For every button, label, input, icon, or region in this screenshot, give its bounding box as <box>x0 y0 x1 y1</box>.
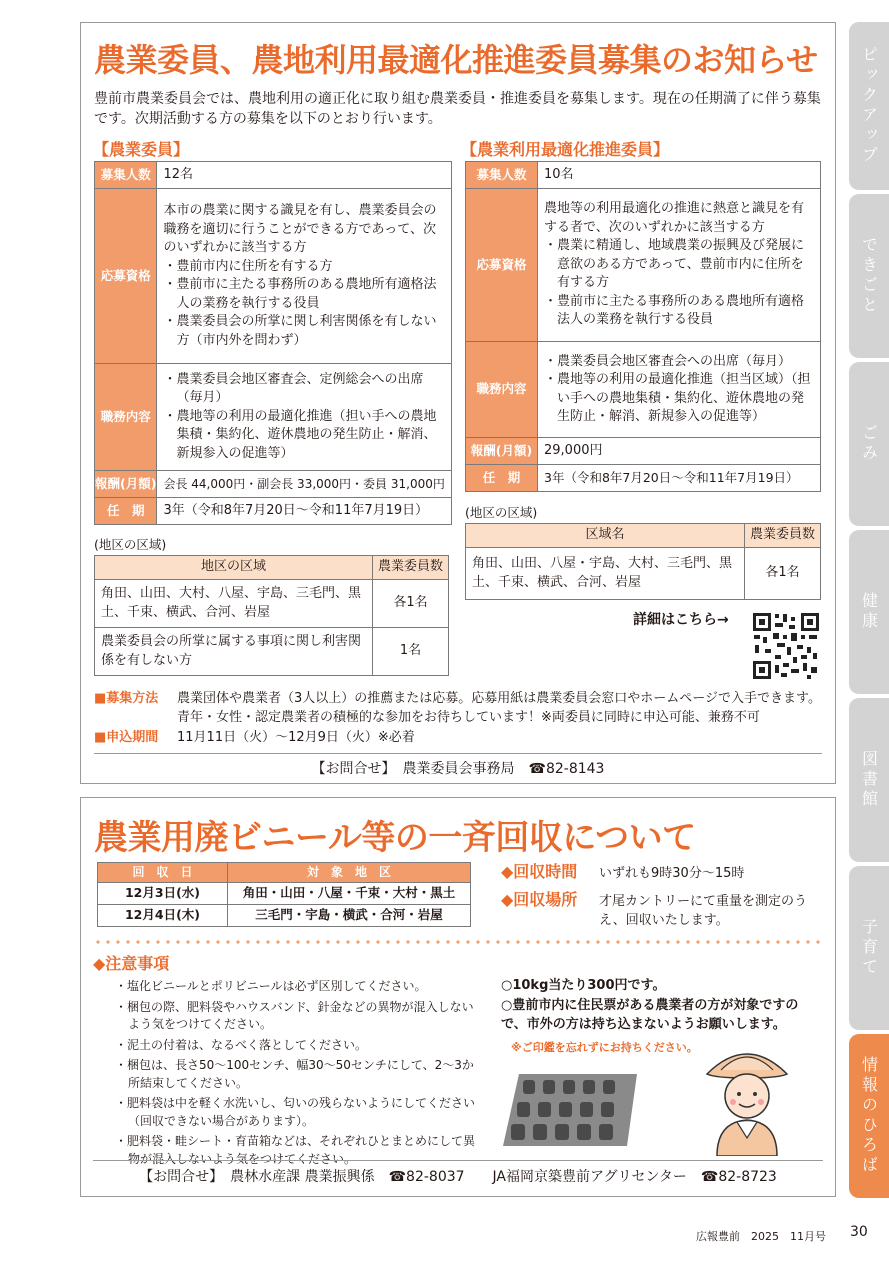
list-item: ・農地等の利用の最適化推進（担い手への農地集積・集約化、遊休農地の発生防止・解消、新規参入の促進等） <box>163 408 437 461</box>
qualification-list <box>163 258 444 351</box>
left-area-table <box>94 555 449 676</box>
list-item: ・梱包の際、肥料袋やハウスバンド、針金などの異物が混入しないよう気をつけてください。 <box>115 999 474 1031</box>
place-text: 才尾カントリーにて重量を測定のうえ、回収いたします。 <box>599 894 808 928</box>
qualification-text: 農地等の利用最適化の推進に熱意と識見を有する者で、次のいずれかに該当する方 <box>544 201 805 235</box>
date-cell: 12月4日(木) <box>98 905 228 927</box>
label-term: 任 期 <box>466 465 538 492</box>
qualification-cell <box>157 189 451 364</box>
label-pay: 報酬(月額) <box>466 438 538 465</box>
list-item: ・農業委員会地区審査会、定例総会への出席（毎月） <box>163 371 424 406</box>
list-item: ・豊前市内に住所を有する方 <box>163 258 333 274</box>
table-row <box>95 628 449 676</box>
area-cell: 角田、山田、大村、八屋、宇島、三毛門、黒土、千束、横武、合河、岩屋 <box>95 580 373 628</box>
left-area-caption: (地区の区域) <box>94 537 167 552</box>
period-text: 11月11日（火）～12月9日（火）※必着 <box>177 730 415 745</box>
tab-info[interactable]: 情報のひろば <box>849 1034 889 1198</box>
tab-health[interactable]: 健康 <box>849 530 889 694</box>
duties-cell <box>157 364 451 471</box>
seal-note: ※ご印鑑を忘れずにお持ちください。 <box>511 1041 698 1054</box>
time-label: ◆回収時間 <box>501 862 578 881</box>
right-area-caption: (地区の区域) <box>465 505 538 520</box>
list-item: ・豊前市に主たる事務所のある農地所有適格法人の業務を執行する役員 <box>163 277 437 311</box>
value-count: 12名 <box>157 162 451 189</box>
label-qualification: 応募資格 <box>466 189 538 342</box>
value-pay: 会長 44,000円・副会長 33,000円・委員 31,000円 <box>157 471 451 498</box>
label-term: 任 期 <box>95 498 157 525</box>
tab-garbage[interactable]: ごみ <box>849 362 889 526</box>
publication-name: 広報豊前 2025 11月号 <box>696 1230 826 1243</box>
table-row <box>98 883 471 905</box>
count-cell: 各1名 <box>373 580 449 628</box>
table-row <box>466 548 821 600</box>
tab-childcare[interactable]: 子育て <box>849 866 889 1030</box>
column-header: 地区の区域 <box>95 556 373 580</box>
value-term: 3年（令和8年7月20日～令和11年7月19日） <box>538 465 821 492</box>
area-cell: 農業委員会の所掌に属する事項に関し利害関係を有しない方 <box>95 628 373 676</box>
method-text: 農業団体や農業者（3人以上）の推薦または応募。応募用紙は農業委員会窓口やホームページで入手できます。青年・女性・認定農業者の積極的な参加をお待ちしています！※両委員に同時に申込可能、兼務不可 <box>177 691 821 725</box>
notes-list <box>115 978 475 1168</box>
intro-text: 豊前市農業委員会では、農地利用の適正化に取り組む農業委員・推進委員を募集します。現在の任期満了に伴う募集です。次期活動する方の募集を以下のとおり行います。 <box>94 91 821 127</box>
area-cell: 角田、山田、八屋・宇島、大村、三毛門、黒土、千束、横武、合河、岩屋 <box>466 548 745 600</box>
date-cell: 12月3日(水) <box>98 883 228 905</box>
column-header: 区域名 <box>466 524 745 548</box>
page-number: 30 <box>850 1224 868 1240</box>
place-label: ◆回収場所 <box>501 890 578 909</box>
time-text: いずれも9時30分～15時 <box>599 866 745 881</box>
tab-pickup[interactable]: ピックアップ <box>849 22 889 190</box>
fee-text: ○10kg当たり300円です。 <box>501 978 666 993</box>
method-label: ■募集方法 <box>94 691 159 706</box>
list-item: ・農業委員会地区審査会への出席（毎月） <box>544 353 792 369</box>
contact-line: 【お問合せ】 農業委員会事務局 ☎82-8143 <box>311 761 605 777</box>
label-count: 募集人数 <box>95 162 157 189</box>
right-table <box>465 161 821 492</box>
contact-line: 【お問合せ】 農林水産課 農業振興係 ☎82-8037 JA福岡京築豊前アグリセンター ☎82-8723 <box>139 1169 777 1185</box>
article-recruitment <box>80 22 836 784</box>
table-row <box>98 905 471 927</box>
collection-table <box>97 862 471 927</box>
value-term: 3年（令和8年7月20日～令和11年7月19日） <box>157 498 451 525</box>
right-heading: 【農業利用最適化推進委員】 <box>461 140 670 159</box>
label-duties: 職務内容 <box>95 364 157 471</box>
article-title: 農業委員、農地利用最適化推進委員募集のお知らせ <box>94 41 818 79</box>
column-header: 農業委員数 <box>373 556 449 580</box>
farmer-illustration <box>701 1038 793 1156</box>
notes-title: ◆注意事項 <box>93 954 170 973</box>
areas-cell: 三毛門・宇島・横武・合河・岩屋 <box>228 905 471 927</box>
value-count: 10名 <box>538 162 821 189</box>
label-count: 募集人数 <box>466 162 538 189</box>
label-pay: 報酬(月額) <box>95 471 157 498</box>
areas-cell: 角田・山田・八屋・千束・大村・黒土 <box>228 883 471 905</box>
article-vinyl-collection <box>80 797 836 1197</box>
tab-library[interactable]: 図書館 <box>849 698 889 862</box>
column-header: 対 象 地 区 <box>228 863 471 883</box>
divider <box>93 1160 823 1161</box>
list-item: ・農業委員会の所掌に関し利害関係を有しない方（市内外を問わず） <box>163 314 437 348</box>
period-label: ■申込期間 <box>94 730 159 745</box>
right-area-table <box>465 523 821 600</box>
column-header: 農業委員数 <box>745 524 821 548</box>
list-item: ・泥土の付着は、なるべく落としてください。 <box>115 1037 368 1052</box>
count-cell: 各1名 <box>745 548 821 600</box>
divider <box>94 753 822 754</box>
label-duties: 職務内容 <box>466 342 538 438</box>
list-item: ・農地等の利用の最適化推進（担当区域）（担い手への農地集積・集約化、遊休農地の発生防止・解消、新規参入の促進等） <box>544 372 811 424</box>
qualification-cell <box>538 189 821 342</box>
list-item: ・梱包は、長さ50～100センチ、幅30～50センチにして、2～3か所結束してください。 <box>115 1058 474 1090</box>
left-heading: 【農業委員】 <box>93 140 190 159</box>
qualification-text: 本市の農業に関する識見を有し、農業委員会の職務を適切に行うことができる方であって、次のいずれかに該当する方 <box>163 203 437 255</box>
value-pay: 29,000円 <box>538 438 821 465</box>
list-item: ・豊前市に主たる事務所のある農地所有適格法人の業務を執行する役員 <box>544 293 805 328</box>
eligibility-text: ○豊前市内に住民票がある農業者の方が対象ですので、市外の方は持ち込まないようお願いします。 <box>501 998 799 1032</box>
tab-events[interactable]: できごと <box>849 194 889 358</box>
dotted-divider <box>93 940 823 944</box>
table-row <box>95 580 449 628</box>
column-header: 回 収 日 <box>98 863 228 883</box>
list-item: ・塩化ビニールとポリビニールは必ず区別してください。 <box>115 979 427 993</box>
qr-label: 詳細はこちら→ <box>633 612 729 628</box>
left-table <box>94 161 452 525</box>
article-title: 農業用廃ビニール等の一斉回収について <box>94 818 696 858</box>
list-item: ・肥料袋・畦シート・育苗箱などは、それぞれひとまとめにして異物が混入しないよう気をつけてください。 <box>115 1134 476 1166</box>
list-item: ・肥料袋は中を軽く水洗いし、匂いの残らないようにしてください（回収できない場合があります）。 <box>115 1096 476 1128</box>
qr-code-icon[interactable] <box>751 611 821 681</box>
vinyl-bundles-illustration <box>501 1066 641 1150</box>
label-qualification: 応募資格 <box>95 189 157 364</box>
count-cell: 1名 <box>373 628 449 676</box>
duties-cell <box>538 342 821 438</box>
list-item: ・農業に精通し、地域農業の振興及び発展に意欲のある方であって、豊前市内に住所を有する方 <box>544 238 805 291</box>
